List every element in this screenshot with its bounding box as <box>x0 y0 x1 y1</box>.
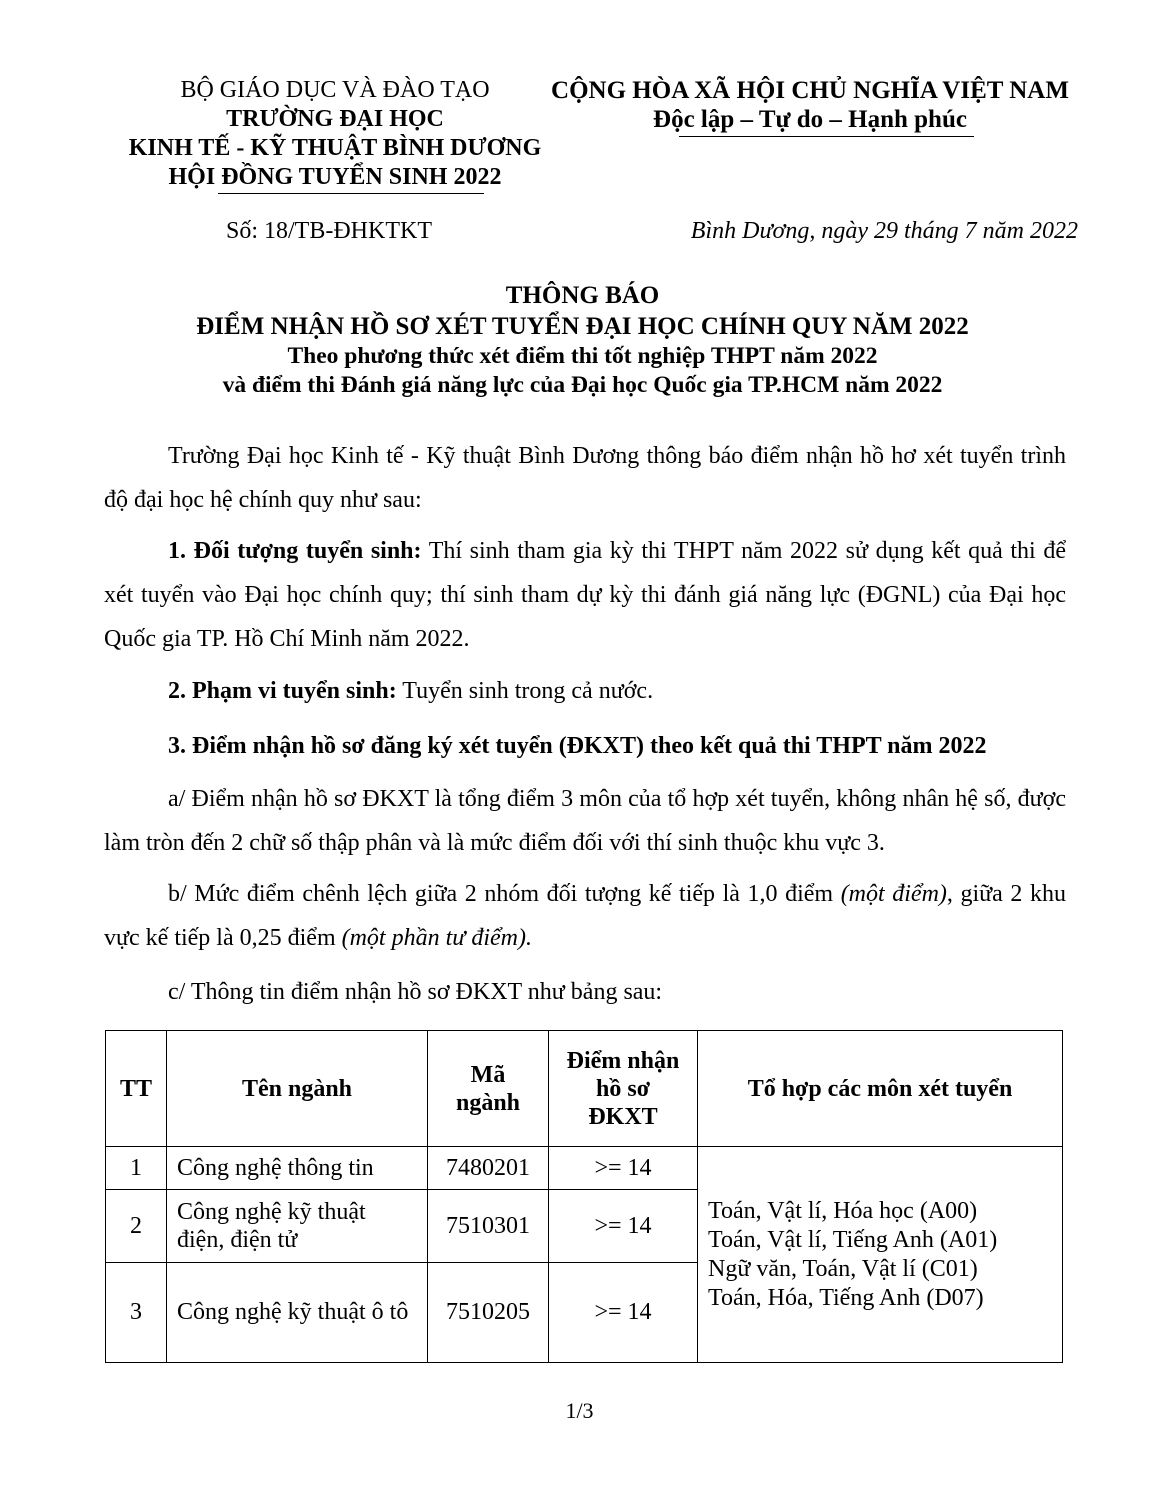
document-number: Số: 18/TB-ĐHKTKT <box>226 218 432 244</box>
point-b-text-1: b/ Mức điểm chênh lệch giữa 2 nhóm đối tượng kế tiếp là 1,0 điểm <box>168 881 841 907</box>
row-major-name: Công nghệ kỹ thuật ô tô <box>167 1263 428 1363</box>
row-score: >= 14 <box>549 1147 698 1190</box>
combo-a01: Toán, Vật lí, Tiếng Anh (A01) <box>708 1226 998 1253</box>
header-major-code <box>428 1031 549 1147</box>
council-name: HỘI ĐỒNG TUYỂN SINH 2022 <box>168 164 502 190</box>
row-tt: 1 <box>106 1147 167 1190</box>
combo-a00: Toán, Vật lí, Hóa học (A00) <box>708 1197 978 1224</box>
national-motto: Độc lập – Tự do – Hạnh phúc <box>653 106 967 133</box>
section-1-text: Thí sinh tham gia kỳ thi THPT năm 2022 sử dụng kết quả thi để xét tuyển vào Đại học chính quy; thí sinh tham dự kỳ thi đánh giá năng lực (ĐGNL) của Đại học Quốc gia TP. Hồ Chí Minh năm 2022. <box>104 538 1066 652</box>
document-title: THÔNG BÁO <box>505 282 660 309</box>
row-score: >= 14 <box>549 1190 698 1263</box>
row-tt: 2 <box>106 1190 167 1263</box>
document-subtitle-line3: và điểm thi Đánh giá năng lực của Đại học Quốc gia TP.HCM năm 2022 <box>222 372 943 398</box>
issuer-header <box>100 76 570 192</box>
university-name-line2: KINH TẾ - KỸ THUẬT BÌNH DƯƠNG <box>128 135 542 161</box>
ministry-name: BỘ GIÁO DỤC VÀ ĐÀO TẠO <box>180 77 490 103</box>
point-a-paragraph: a/ Điểm nhận hồ sơ ĐKXT là tổng điểm 3 môn của tổ hợp xét tuyển, không nhân hệ số, được làm tròn đến 2 chữ số thập phân và là mức điểm đối với thí sinh thuộc khu vực 3. <box>104 786 1066 856</box>
table-header-row <box>106 1031 1063 1147</box>
point-b-paragraph <box>104 872 1066 960</box>
section-2-paragraph <box>104 669 1066 713</box>
national-header <box>540 76 1080 134</box>
combo-d07: Toán, Hóa, Tiếng Anh (D07) <box>708 1284 984 1311</box>
row-major-name-line1: Công nghệ kỹ thuật <box>177 1199 366 1225</box>
row-major-name <box>167 1190 428 1263</box>
header-code-line1: Mã <box>470 1061 506 1088</box>
point-b-text-2: , giữa 2 khu vực kế tiếp là 0,25 điểm <box>104 881 1067 951</box>
header-tt: TT <box>106 1031 167 1147</box>
header-major-name: Tên ngành <box>167 1031 428 1147</box>
combo-c01: Ngữ văn, Toán, Vật lí (C01) <box>708 1255 978 1282</box>
section-3-heading: 3. Điểm nhận hồ sơ đăng ký xét tuyển (ĐKXT) theo kết quả thi THPT năm 2022 <box>168 733 987 759</box>
document-subtitle-line2: Theo phương thức xét điểm thi tốt nghiệp THPT năm 2022 <box>287 343 878 369</box>
admission-score-table <box>105 1030 1063 1363</box>
row-major-code: 7510301 <box>428 1190 549 1263</box>
subject-combos-cell <box>698 1147 1063 1363</box>
intro-paragraph: Trường Đại học Kinh tế - Kỹ thuật Bình Dương thông báo điểm nhận hồ hơ xét tuyển trình độ đại học hệ chính quy như sau: <box>104 443 1066 513</box>
section-1-paragraph <box>104 529 1066 661</box>
document-date: Bình Dương, ngày 29 tháng 7 năm 2022 <box>690 218 1078 244</box>
row-major-name: Công nghệ thông tin <box>167 1147 428 1190</box>
point-b-italic-1: (một điểm) <box>840 881 947 907</box>
section-2-text: Tuyển sinh trong cả nước. <box>396 678 654 704</box>
row-tt: 3 <box>106 1263 167 1363</box>
country-name: CỘNG HÒA XÃ HỘI CHỦ NGHĨA VIỆT NAM <box>551 77 1069 104</box>
page-number: 1/3 <box>565 1398 594 1423</box>
header-score-line1: Điểm nhận <box>566 1047 680 1074</box>
point-b-italic-2: (một phần tư điểm). <box>341 925 533 951</box>
header-score-line2: hồ sơ <box>596 1075 650 1102</box>
table-row <box>106 1147 1063 1190</box>
motto-underline <box>679 136 974 137</box>
header-score <box>549 1031 698 1147</box>
section-1-heading: 1. Đối tượng tuyển sinh: <box>168 538 422 564</box>
document-subtitle: ĐIỂM NHẬN HỒ SƠ XÉT TUYỂN ĐẠI HỌC CHÍNH QUY NĂM 2022 <box>196 313 969 340</box>
row-score: >= 14 <box>549 1263 698 1363</box>
issuer-underline <box>218 193 484 194</box>
header-score-line3: ĐKXT <box>588 1103 658 1130</box>
header-subject-combos: Tổ hợp các môn xét tuyển <box>698 1031 1063 1147</box>
university-name-line1: TRƯỜNG ĐẠI HỌC <box>226 106 444 132</box>
row-major-code: 7510205 <box>428 1263 549 1363</box>
row-major-name-line2: điện, điện tử <box>177 1227 298 1253</box>
point-c-paragraph: c/ Thông tin điểm nhận hồ sơ ĐKXT như bảng sau: <box>168 979 663 1005</box>
row-major-code: 7480201 <box>428 1147 549 1190</box>
header-code-line2: ngành <box>455 1089 521 1116</box>
section-2-heading: 2. Phạm vi tuyển sinh: <box>168 678 397 704</box>
